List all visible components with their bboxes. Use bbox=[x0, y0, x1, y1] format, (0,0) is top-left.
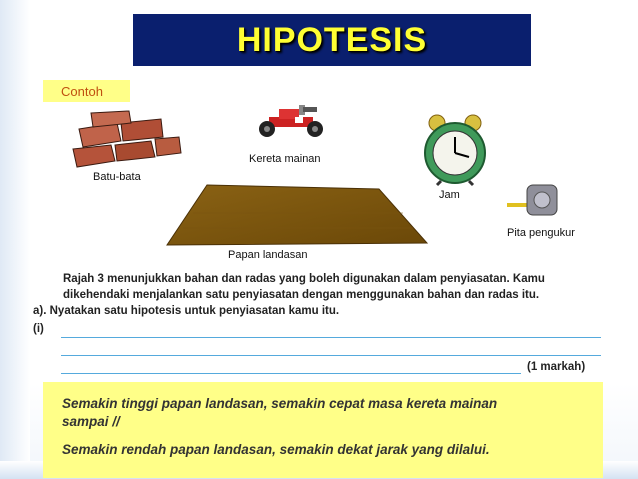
answer-line-text-3: Semakin rendah papan landasan, semakin dekat jarak yang dilalui. bbox=[62, 442, 490, 457]
track-board-label: Papan landasan bbox=[228, 249, 308, 261]
toy-car-label: Kereta mainan bbox=[249, 153, 321, 165]
question-line-1: Rajah 3 menunjukkan bahan dan radas yang boleh digunakan dalam penyiasatan. Kamu bbox=[63, 273, 545, 285]
bricks-image bbox=[71, 109, 183, 169]
example-tag: Contoh bbox=[43, 80, 130, 102]
page-title: HIPOTESIS bbox=[236, 20, 428, 59]
left-decor-stripe bbox=[0, 0, 30, 479]
answer-line-text-1: Semakin tinggi papan landasan, semakin cepat masa kereta mainan bbox=[62, 396, 498, 411]
title-banner bbox=[133, 14, 531, 66]
track-board-image bbox=[163, 183, 431, 249]
bricks-label: Batu-bata bbox=[93, 171, 141, 183]
answer-box bbox=[43, 382, 603, 478]
toy-car-image bbox=[255, 103, 327, 143]
clock-image bbox=[421, 111, 491, 187]
answer-line-2 bbox=[61, 355, 601, 356]
answer-line-text-2: sampai // bbox=[62, 414, 120, 429]
worksheet-figure bbox=[33, 103, 603, 381]
tape-measure-image bbox=[505, 181, 561, 221]
question-part-i: (i) bbox=[33, 323, 44, 335]
marks-label: (1 markah) bbox=[527, 361, 586, 373]
clock-label: Jam bbox=[439, 189, 460, 201]
tape-measure-label: Pita pengukur bbox=[507, 227, 575, 239]
question-part-a: a). Nyatakan satu hipotesis untuk penyiasatan kamu itu. bbox=[33, 305, 340, 317]
question-line-2: dikehendaki menjalankan satu penyiasatan dengan menggunakan bahan dan radas itu. bbox=[63, 289, 540, 301]
answer-line-1 bbox=[61, 337, 601, 338]
answer-line-3 bbox=[61, 373, 521, 374]
